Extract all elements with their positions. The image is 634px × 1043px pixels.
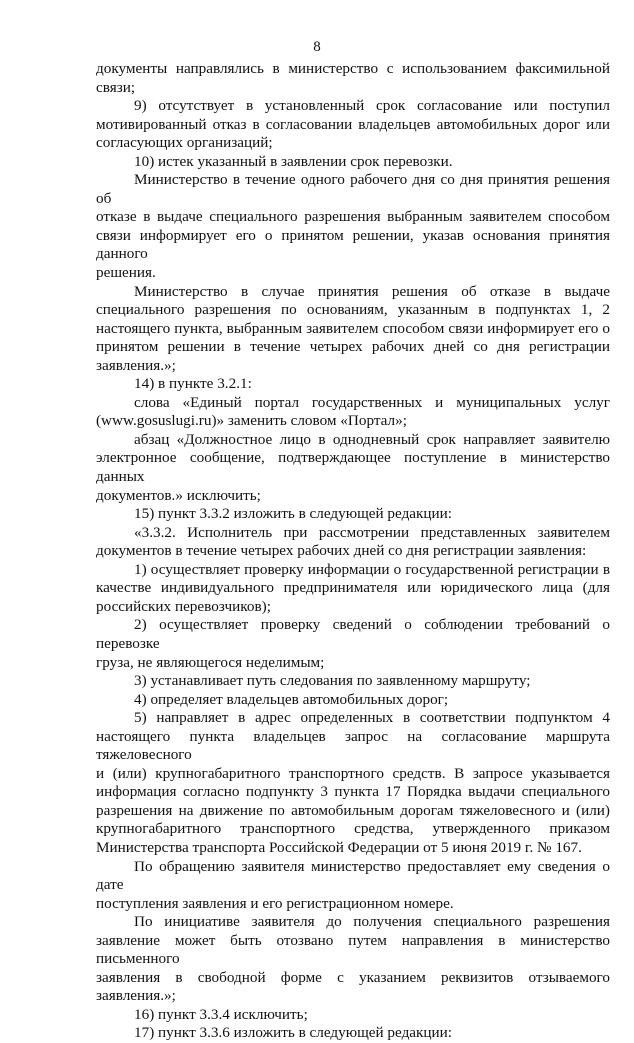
paragraph-line: документов.» исключить; <box>96 486 261 504</box>
page-number: 8 <box>313 39 321 55</box>
paragraph-line: связи информирует его о принятом решении, указав основания принятия данного <box>96 226 610 263</box>
paragraph-line: настоящего пункта владельцев запрос на согласование маршрута тяжеловесного <box>96 727 610 764</box>
paragraph-line: слова «Единый портал государственных и муниципальных услуг <box>134 393 610 411</box>
paragraph-line: крупногабаритного транспортного средства, утвержденного приказом <box>96 820 610 838</box>
paragraph-line: (www.gosuslugi.ru)» заменить словом «Портал»; <box>96 412 407 430</box>
paragraph-line: 4) определяет владельцев автомобильных дорог; <box>134 690 449 708</box>
paragraph-line: 14) в пункте 3.2.1: <box>134 375 252 393</box>
paragraph-line: груза, не являющегося неделимым; <box>96 653 325 671</box>
paragraph-line: 17) пункт 3.3.6 изложить в следующей редакции: <box>134 1024 453 1042</box>
paragraph-line: поступления заявления и его регистрационном номере. <box>96 894 454 912</box>
paragraph-line: разрешения на движение по автомобильным дорогам тяжеловесного и (или) <box>96 801 610 819</box>
paragraph-line: заявления в свободной форме с указанием реквизитов отзываемого заявления.»; <box>96 968 610 1005</box>
paragraph-line: 5) направляет в адрес определенных в соответствии подпунктом 4 <box>134 709 610 727</box>
paragraph-line: электронное сообщение, подтверждающее поступление в министерство данных <box>96 449 610 486</box>
paragraph-line: По обращению заявителя министерство предоставляет ему сведения о дате <box>96 857 610 894</box>
paragraph-line: «3.3.2. Исполнитель при рассмотрении представленных заявителем <box>134 523 610 541</box>
paragraph-line: информация согласно подпункту 3 пункта 17 Порядка выдачи специального <box>96 783 610 801</box>
paragraph-line: связи; <box>96 78 136 96</box>
paragraph-line: 9) отсутствует в установленный срок согласование или поступил <box>134 97 610 115</box>
paragraph-line: По инициативе заявителя до получения специального разрешения <box>134 913 610 931</box>
paragraph-line: 15) пункт 3.3.2 изложить в следующей редакции: <box>134 505 453 523</box>
paragraph-line: настоящего пункта, выбранным заявителем способом связи информирует его о <box>96 319 610 337</box>
paragraph-line: решения. <box>96 264 156 282</box>
paragraph-line: мотивированный отказ в согласовании владельцев автомобильных дорог или <box>96 115 610 133</box>
paragraph-line: качестве индивидуального предпринимателя или юридического лица (для <box>96 579 610 597</box>
paragraph-line: 1) осуществляет проверку информации о государственной регистрации в <box>134 560 610 578</box>
paragraph-line: отказе в выдаче специального разрешения выбранным заявителем способом <box>96 208 610 226</box>
paragraph-line: и (или) крупногабаритного транспортного средств. В запросе указывается <box>96 764 610 782</box>
paragraph-line: согласующих организаций; <box>96 134 273 152</box>
paragraph-line: 16) пункт 3.3.4 исключить; <box>134 1005 308 1023</box>
paragraph-line: специального разрешения по основаниям, указанным в подпунктах 1, 2 <box>96 301 610 319</box>
paragraph-line: документов в течение четырех рабочих дней со дня регистрации заявления: <box>96 542 587 560</box>
paragraph-line: российских перевозчиков); <box>96 597 271 615</box>
paragraph-line: принятом решении в течение четырех рабочих дней со дня регистрации <box>96 338 610 356</box>
paragraph-line: 2) осуществляет проверку сведений о соблюдении требований о перевозке <box>96 616 610 652</box>
paragraph-line: заявление может быть отозвано путем направления в министерство письменного <box>96 931 610 968</box>
paragraph-line: 10) истек указанный в заявлении срок перевозки. <box>134 152 453 170</box>
paragraph-line: абзац «Должностное лицо в однодневный срок направляет заявителю <box>134 430 610 448</box>
paragraph-line: Министерство в течение одного рабочего дня со дня принятия решения об <box>96 171 610 207</box>
paragraph-line: документы направлялись в министерство с использованием факсимильной <box>96 60 610 77</box>
paragraph-line: 3) устанавливает путь следования по заявленному маршруту; <box>134 672 531 690</box>
document-body <box>96 60 610 1043</box>
paragraph-line: Министерства транспорта Российской Федерации от 5 июня 2019 г. № 167. <box>96 838 582 856</box>
paragraph-line: Министерство в случае принятия решения об отказе в выдаче <box>134 282 610 300</box>
paragraph-line: заявления.»; <box>96 356 176 374</box>
